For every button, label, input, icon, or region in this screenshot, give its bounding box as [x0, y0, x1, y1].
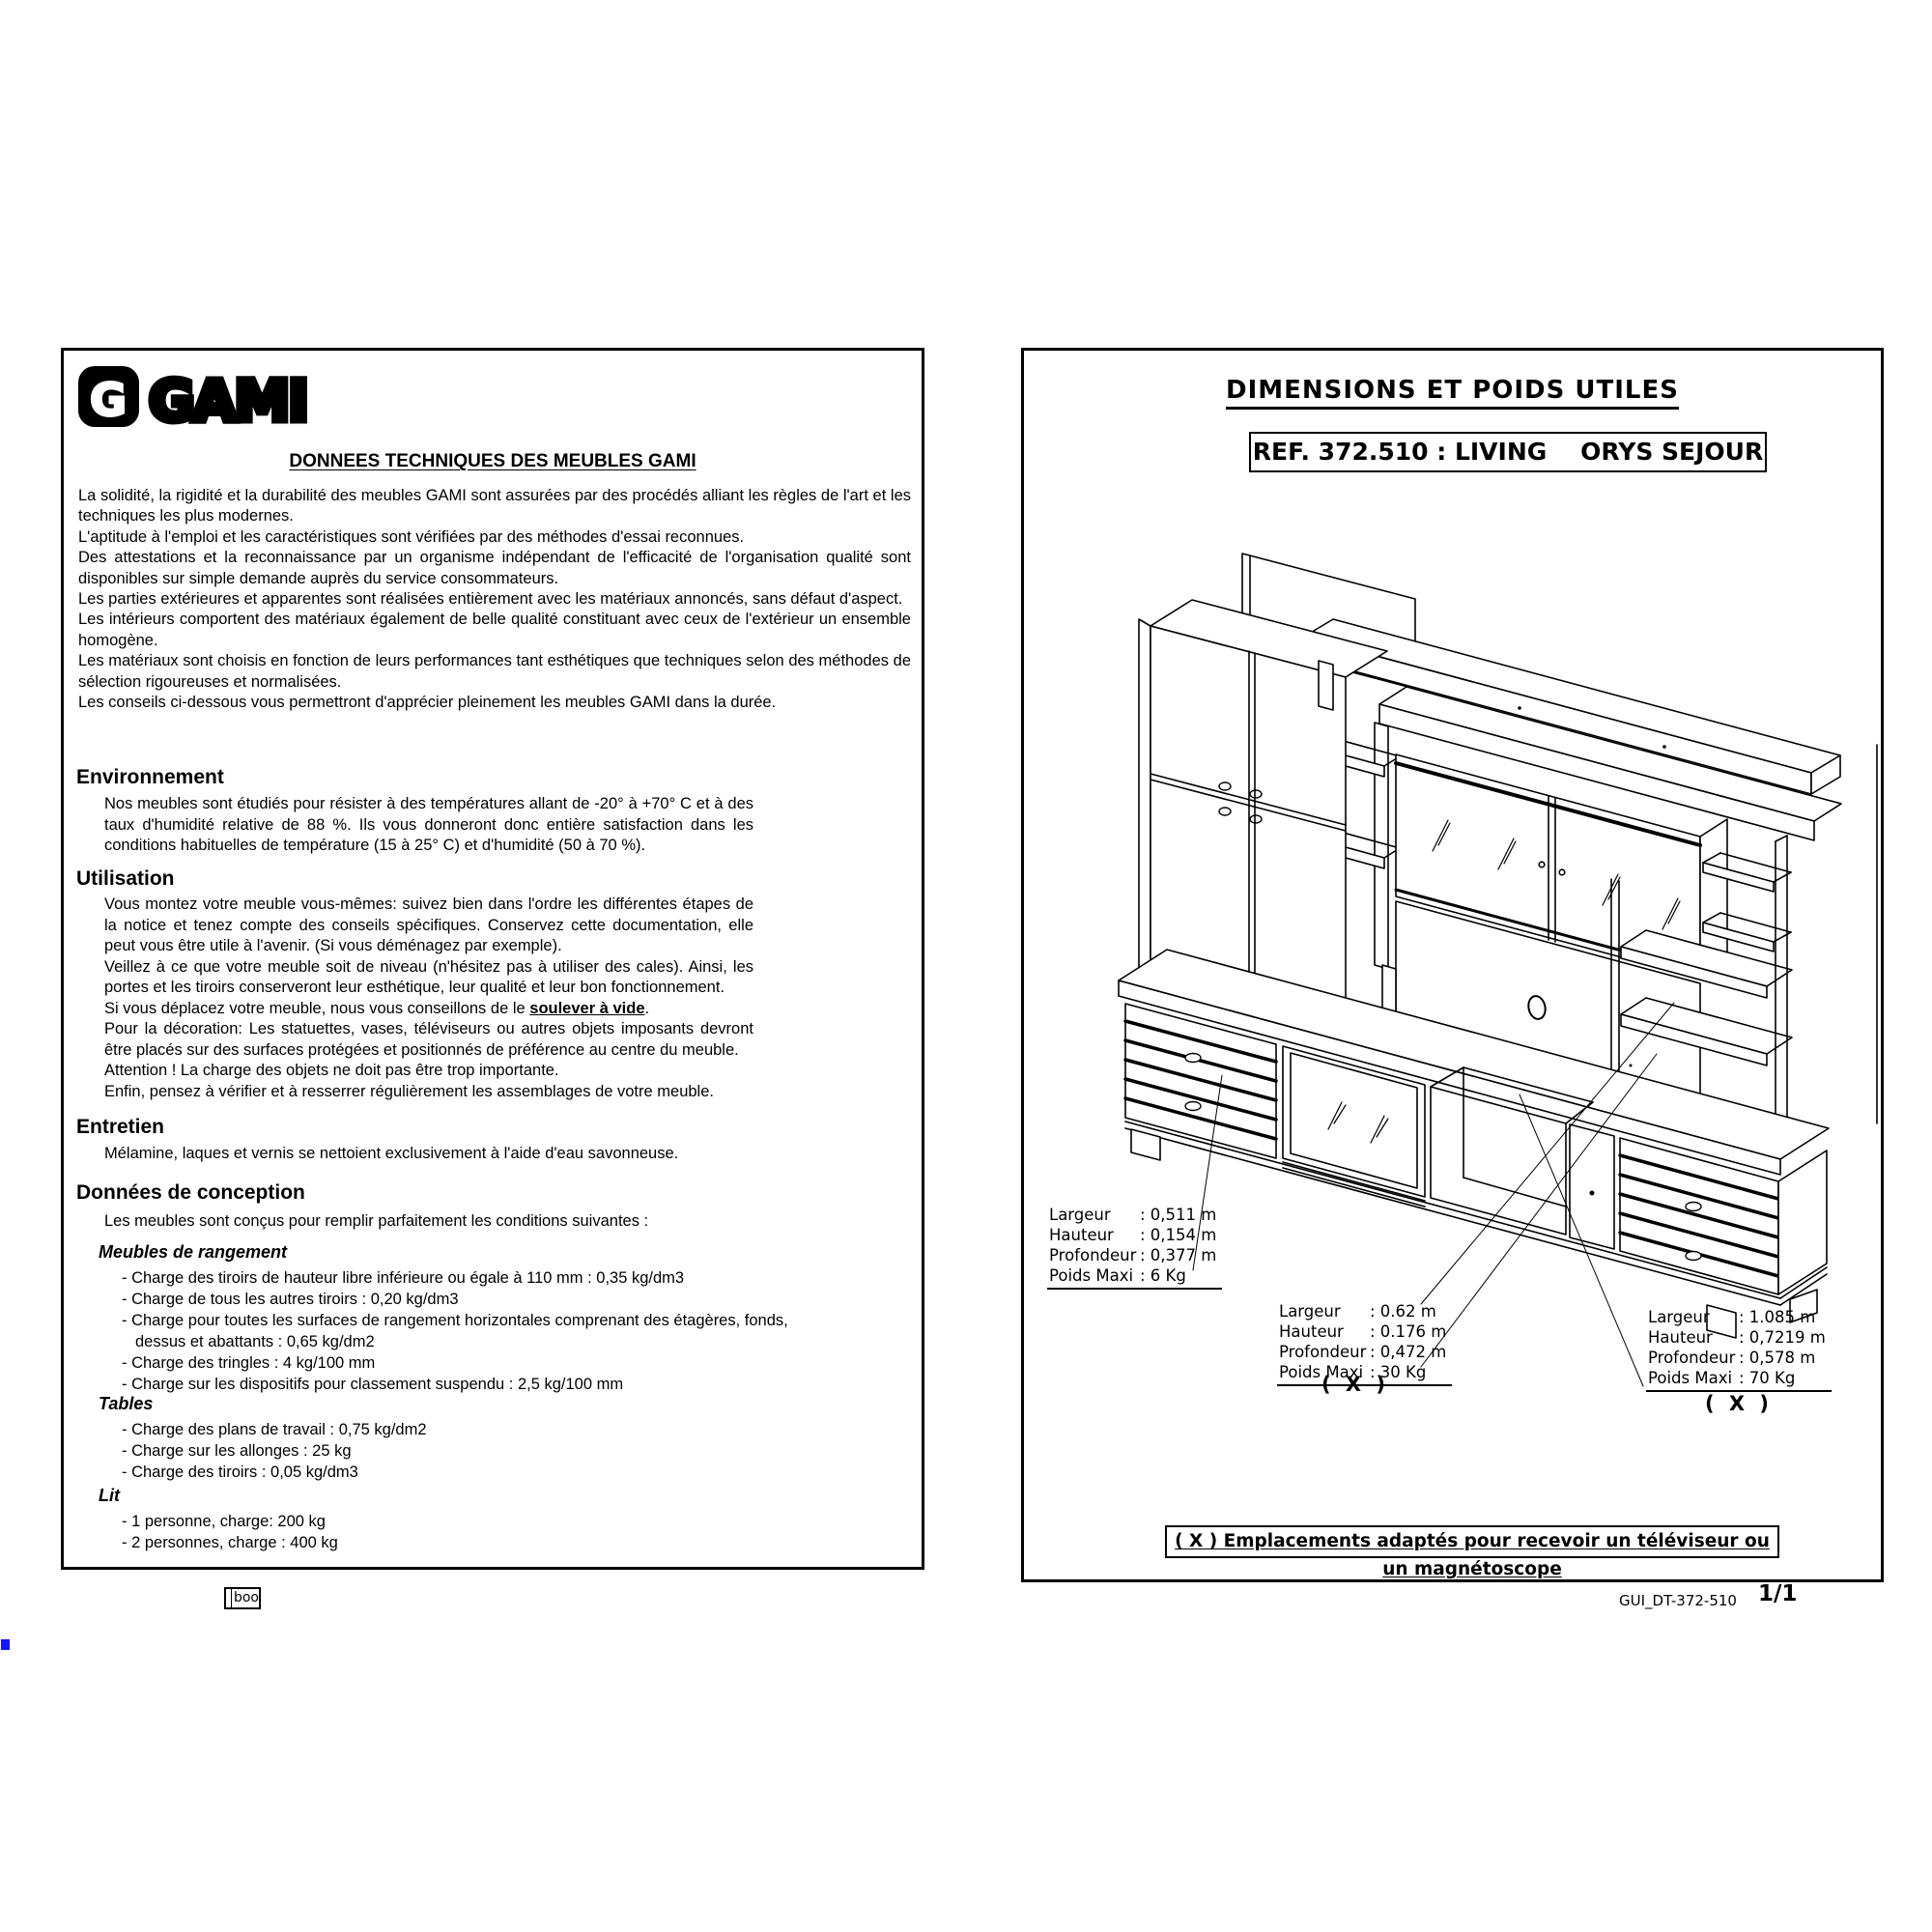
utilisation-paragraph: Attention ! La charge des objets ne doit pas être trop importante.: [104, 1062, 559, 1079]
utilisation-paragraph: Enfin, pensez à vérifier et à resserrer régulièrement les assemblages de votre meuble.: [104, 1082, 714, 1100]
list-item: - Charge pour toutes les surfaces de rangement horizontales comprenant des étagères, fonds, dessus et abattants : 0,65 kg/dm2: [122, 1312, 788, 1350]
heading-environnement: Environnement: [76, 766, 224, 788]
heading-entretien: Entretien: [76, 1116, 165, 1138]
list-item: - 2 personnes, charge : 400 kg: [122, 1534, 338, 1551]
utilisation-paragraph: Vous montez votre meuble vous-mêmes: suivez bien dans l'ordre les différentes étapes de la notice et tenez compte des conseils spécifiques. Conservez cette documentation, elle peut vous être utile à l'avenir. (Si vous déménagez par exemple).: [104, 895, 753, 954]
heading-utilisation: Utilisation: [76, 867, 175, 890]
soulever-a-vide-emphasis: soulever à vide: [529, 999, 645, 1017]
intro-paragraph: Les conseils ci-dessous vous permettront d'apprécier pleinement les meubles GAMI dans la durée.: [78, 694, 777, 712]
subheading-tables: Tables: [99, 1394, 154, 1413]
heading-donnees-conception: Données de conception: [76, 1181, 305, 1204]
rangement-list: [122, 1267, 808, 1395]
list-item: - Charge de tous les autres tiroirs : 0,20 kg/dm3: [122, 1291, 459, 1308]
list-item: - Charge des tiroirs : 0,05 kg/dm3: [122, 1463, 358, 1481]
utilisation-paragraph: Pour la décoration: Les statuettes, vases, téléviseurs ou autres objets imposants devront être placés sur des surfaces protégées et positionnés de préférence au centre du meuble.: [104, 1020, 753, 1059]
entretien-body: Mélamine, laques et vernis se nettoient exclusivement à l'aide d'eau savonneuse.: [104, 1145, 679, 1162]
list-item: - Charge des tiroirs de hauteur libre inférieure ou égale à 110 mm : 0,35 kg/dm3: [122, 1269, 685, 1287]
gami-logo: [75, 360, 384, 434]
subheading-meubles-rangement: Meubles de rangement: [99, 1242, 288, 1262]
lit-list: [122, 1511, 808, 1553]
intro-paragraph: Des attestations et la reconnaissance par un organisme indépendant de l'efficacité de l'organisation qualité sont disponibles sur simple demande auprès du service consommateurs.: [78, 549, 911, 587]
intro-paragraph: Les intérieurs comportent des matériaux également de belle qualité constituant avec ceux de l'extérieur un ensemble homogène.: [78, 611, 911, 649]
intro-paragraph: La solidité, la rigidité et la durabilité des meubles GAMI sont assurées par des procédés alliant les règles de l'art et les techniques les plus modernes.: [78, 487, 911, 526]
x-placement-mark: ( X ): [1321, 1373, 1389, 1396]
page-title: DONNEES TECHNIQUES DES MEUBLES GAMI: [289, 451, 696, 471]
left-page-donnees-techniques: [61, 348, 924, 1570]
list-item: - Charge des plans de travail : 0,75 kg/dm2: [122, 1421, 427, 1438]
list-item: - Charge des tringles : 4 kg/100 mm: [122, 1354, 376, 1372]
reference-box: REF. 372.510 : LIVING ORYS SEJOUR: [1249, 432, 1767, 472]
list-item: - Charge sur les dispositifs pour classement suspendu : 2,5 kg/100 mm: [122, 1376, 624, 1393]
document-code: GUI_DT-372-510: [1619, 1592, 1737, 1609]
dimension-label-tv-compartment: Largeur : 1.085 m Hauteur : 0,7219 m Profondeur : 0,578 m Poids Maxi : 70 Kg: [1646, 1307, 1832, 1392]
tv-placement-note: ( X ) Emplacements adaptés pour recevoir un téléviseur ou un magnétoscope: [1165, 1525, 1779, 1558]
furniture-technical-drawing: [1065, 525, 1887, 1442]
intro-paragraph: L'aptitude à l'emploi et les caractéristiques sont vérifiées par des méthodes d'essai reconnues.: [78, 527, 745, 546]
utilisation-body: [104, 895, 753, 1102]
dimensions-title: DIMENSIONS ET POIDS UTILES: [1024, 376, 1881, 410]
scan-artifact-blue: [1, 1639, 10, 1650]
environnement-body: Nos meubles sont étudiés pour résister à des températures allant de -20° à +70° C et à des taux d'humidité relative de 88 %. Ils vous donneront donc entière satisfaction dans les conditions habituelles de température (15 à 25° C) et d'humidité (50 à 70 %).: [104, 795, 753, 854]
intro-paragraph: Les parties extérieures et apparentes sont réalisées entièrement avec les matériaux annoncés, sans défaut d'aspect.: [78, 590, 903, 609]
subheading-lit: Lit: [99, 1486, 120, 1505]
printer-mark: boo: [224, 1587, 261, 1609]
dimension-label-top-shelf: Largeur : 0,511 m Hauteur : 0,154 m Profondeur : 0,377 m Poids Maxi : 6 Kg: [1047, 1205, 1222, 1290]
utilisation-paragraph: Veillez à ce que votre meuble soit de niveau (n'hésitez pas à utiliser des cales). Ainsi, les portes et les tiroirs conserveront leur esthétique, leur qualité et leur bon fonctionnement.: [104, 957, 753, 996]
list-item: - Charge sur les allonges : 25 kg: [122, 1442, 352, 1460]
list-item: - 1 personne, charge: 200 kg: [122, 1513, 326, 1530]
x-placement-mark: ( X ): [1704, 1392, 1773, 1415]
gami-logo-badge: G: [90, 374, 127, 426]
gami-logo-text: GAMI: [149, 368, 307, 434]
page-number: 1/1: [1758, 1581, 1798, 1606]
conception-intro: Les meubles sont conçus pour remplir parfaitement les conditions suivantes :: [104, 1212, 649, 1230]
utilisation-paragraph: Si vous déplacez votre meuble, nous vous conseillons de le soulever à vide.: [104, 999, 650, 1017]
dimension-label-middle-compartment: Largeur : 0.62 m Hauteur : 0.176 m Profondeur : 0,472 m Poids Maxi : 30 Kg: [1277, 1301, 1452, 1386]
intro-paragraphs: [78, 486, 911, 713]
right-page-dimensions: [1021, 348, 1884, 1582]
tables-list: [122, 1419, 808, 1483]
intro-paragraph: Les matériaux sont choisis en fonction de leurs performances tant esthétiques que techniques selon des méthodes de sélection rigoureuses et normalisées.: [78, 652, 911, 691]
